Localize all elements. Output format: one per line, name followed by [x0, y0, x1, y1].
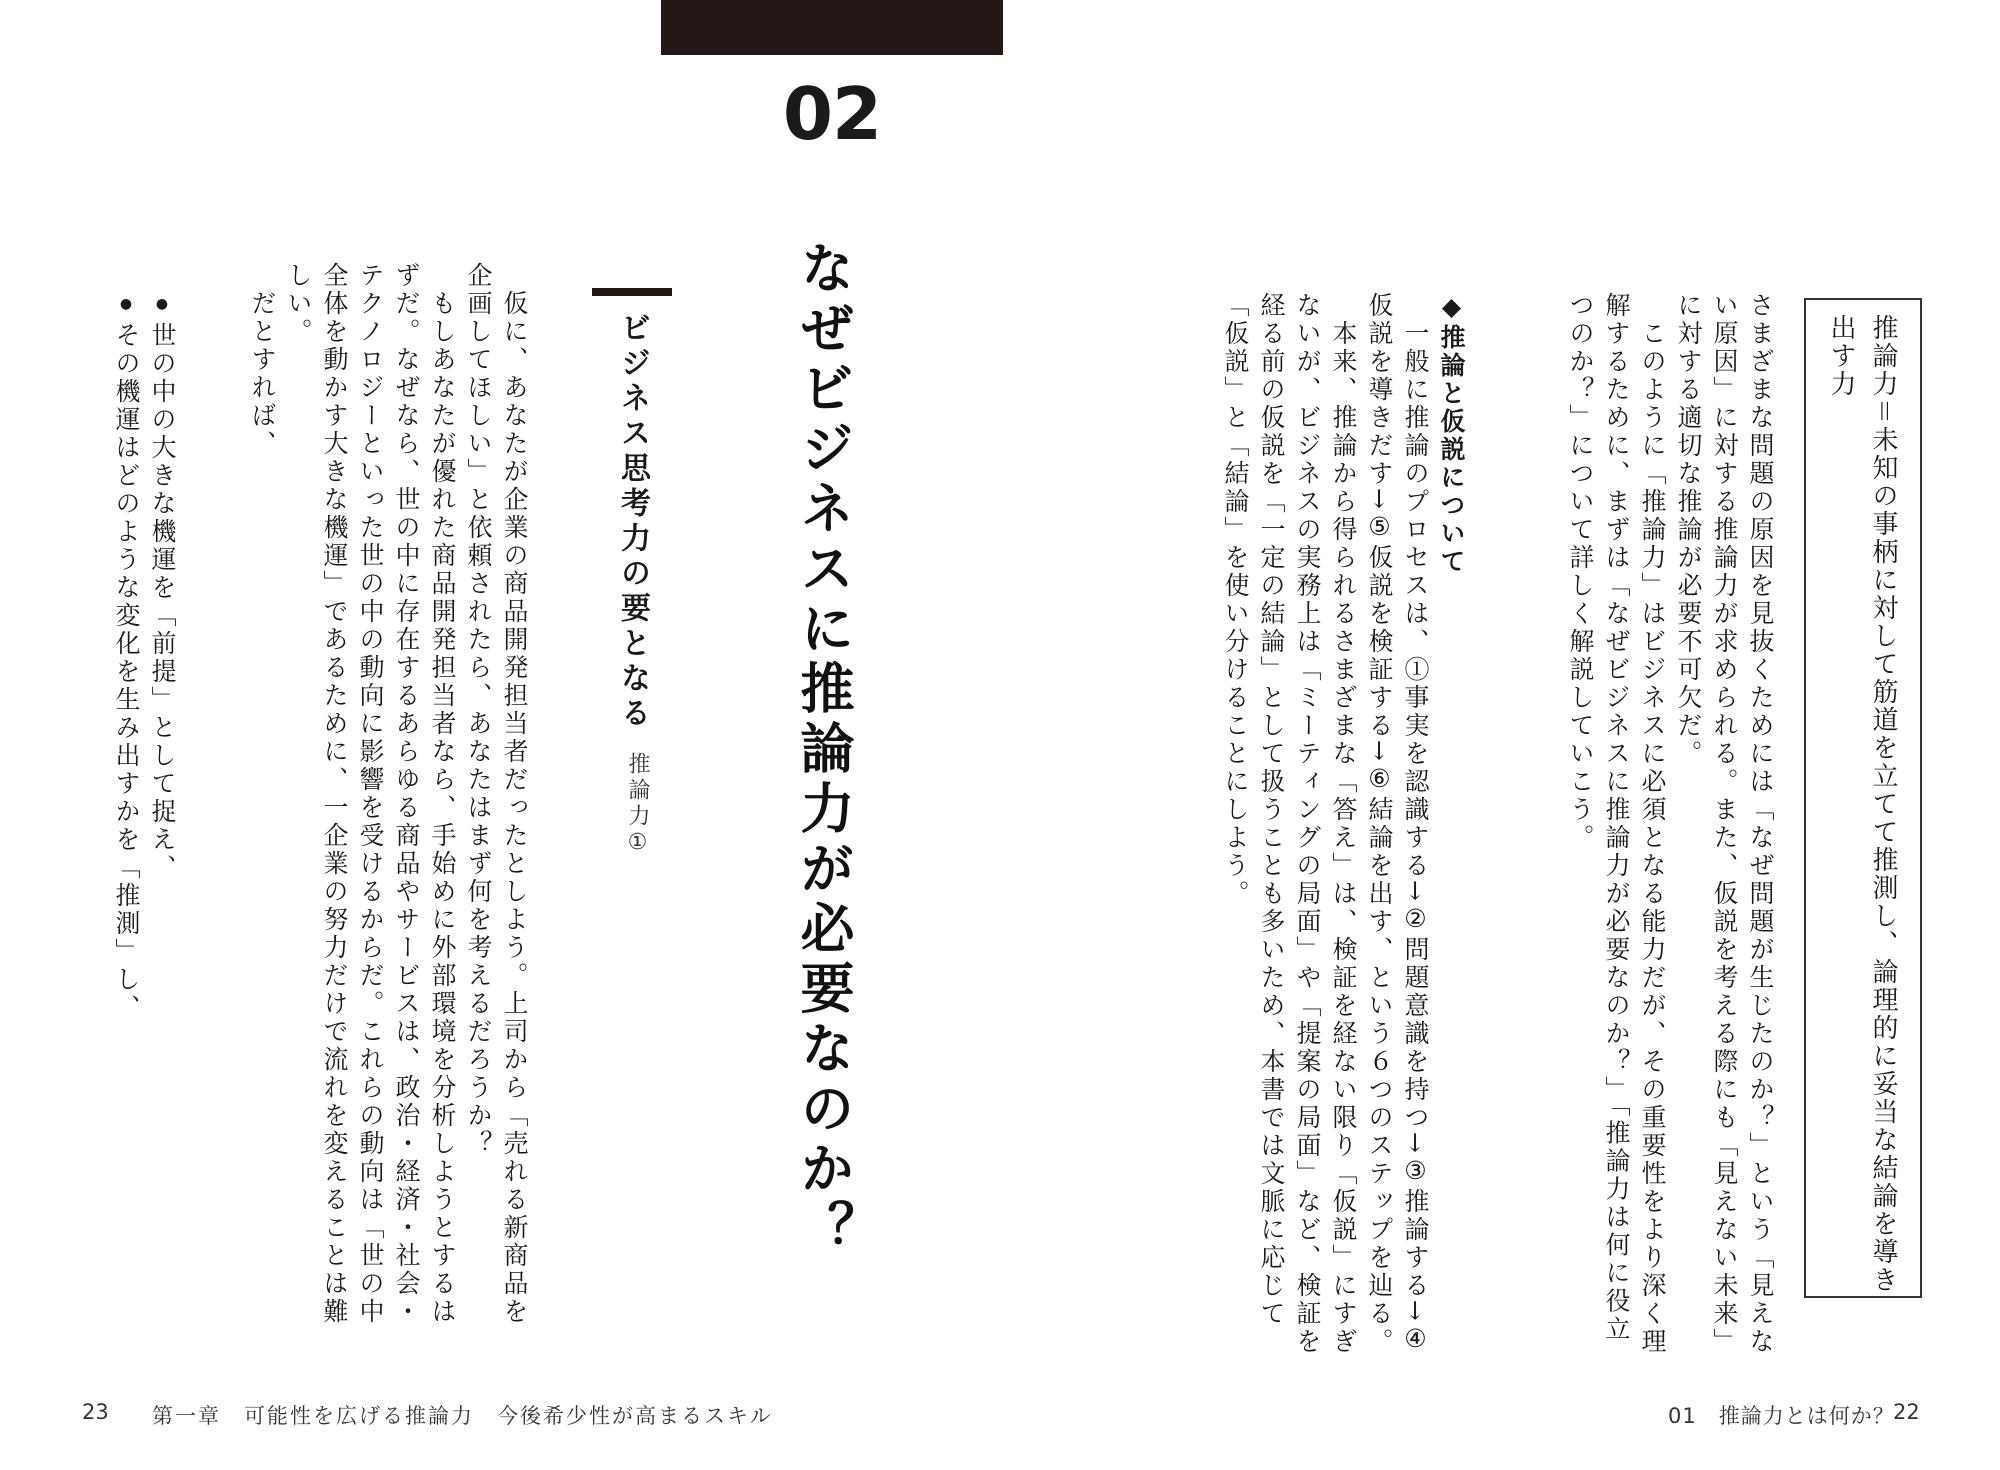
paragraph: 一般に推論のプロセスは、①事実を認識する→②問題意識を持つ→③推論する→④仮説を導きだす→⑤仮説を検証する→⑥結論を出す、という６つのステップを辿る。: [1365, 292, 1430, 1356]
subtitle-bar: [592, 288, 672, 296]
right-page-body-2: [1217, 292, 1433, 1362]
page-number-right: 22: [1893, 1400, 1920, 1424]
subtitle: ビジネス思考力の要となる: [615, 312, 650, 732]
paragraph: もしあなたが優れた商品開発担当者なら、手始めに外部環境を分析しようとするはずだ。なぜなら、世の中に存在するあらゆる商品やサービスは、政治・経済・社会・テクノロジーといった世の中の動向に影響を受けるからだ。これらの動向は「世の中全体を動かす大きな機運」であるために、一企業の努力だけで流れを変えることは難しい。: [284, 262, 457, 1326]
paragraph: 本来、推論から得られるさまざまな「答え」は、検証を経ない限り「仮説」にすぎないが、ビジネスの実務上は「ミーティングの局面」や「提案の局面」など、検証を経る前の仮説を「一定の結論」として扱うことも多いため、本書では文脈に応じて「仮説」と「結論」を使い分けることにしよう。: [1221, 292, 1358, 1356]
bullet-item: ● 世の中の大きな機運を「前提」として捉え、: [144, 296, 180, 1296]
chapter-running-head: 第一章 可能性を広げる推論力 今後希少性が高まるスキル: [152, 1404, 773, 1428]
section-subheading: ◆推論と仮説について: [1437, 292, 1466, 576]
paragraph: このように「推論力」はビジネスに必須となる能力だが、その重要性をより深く理解するために、まずは「なぜビジネスに推論力が必要なのか？」「推論力は何に役立つのか？」について詳しく解説していこう。: [1566, 292, 1667, 1356]
main-title: なぜビジネスに推論力が必要なのか？: [792, 240, 855, 1260]
page-number-left: 23: [82, 1400, 109, 1424]
bullet-list: [108, 296, 180, 1296]
section-number: 02: [782, 72, 882, 156]
subtitle-tag: 推論力①: [625, 752, 650, 859]
left-page-body: [244, 262, 532, 1342]
section-running-head: 01 推論力とは何か？: [1668, 1404, 1895, 1428]
paragraph: 仮に、あなたが企業の商品開発担当者だったとしよう。上司から「売れる新商品を企画してほしい」と依頼されたら、あなたはまず何を考えるだろうか？: [464, 262, 529, 1326]
bullet-item: ● その機運はどのような変化を生み出すかを「推測」し、: [108, 296, 144, 1296]
paragraph: さまざまな問題の原因を見抜くためには「なぜ問題が生じたのか？」という「見えない原因」に対する推論力が求められる。また、仮説を考える際にも「見えない未来」に対する適切な推論が必要不可欠だ。: [1674, 292, 1775, 1356]
paragraph: だとすれば、: [248, 262, 277, 458]
definition-box: 推論力＝未知の事柄に対して筋道を立てて推測し、論理的に妥当な結論を導き出す力: [1804, 298, 1922, 1298]
section-header-bar: [661, 0, 1003, 55]
right-page-body: [1562, 292, 1778, 1362]
